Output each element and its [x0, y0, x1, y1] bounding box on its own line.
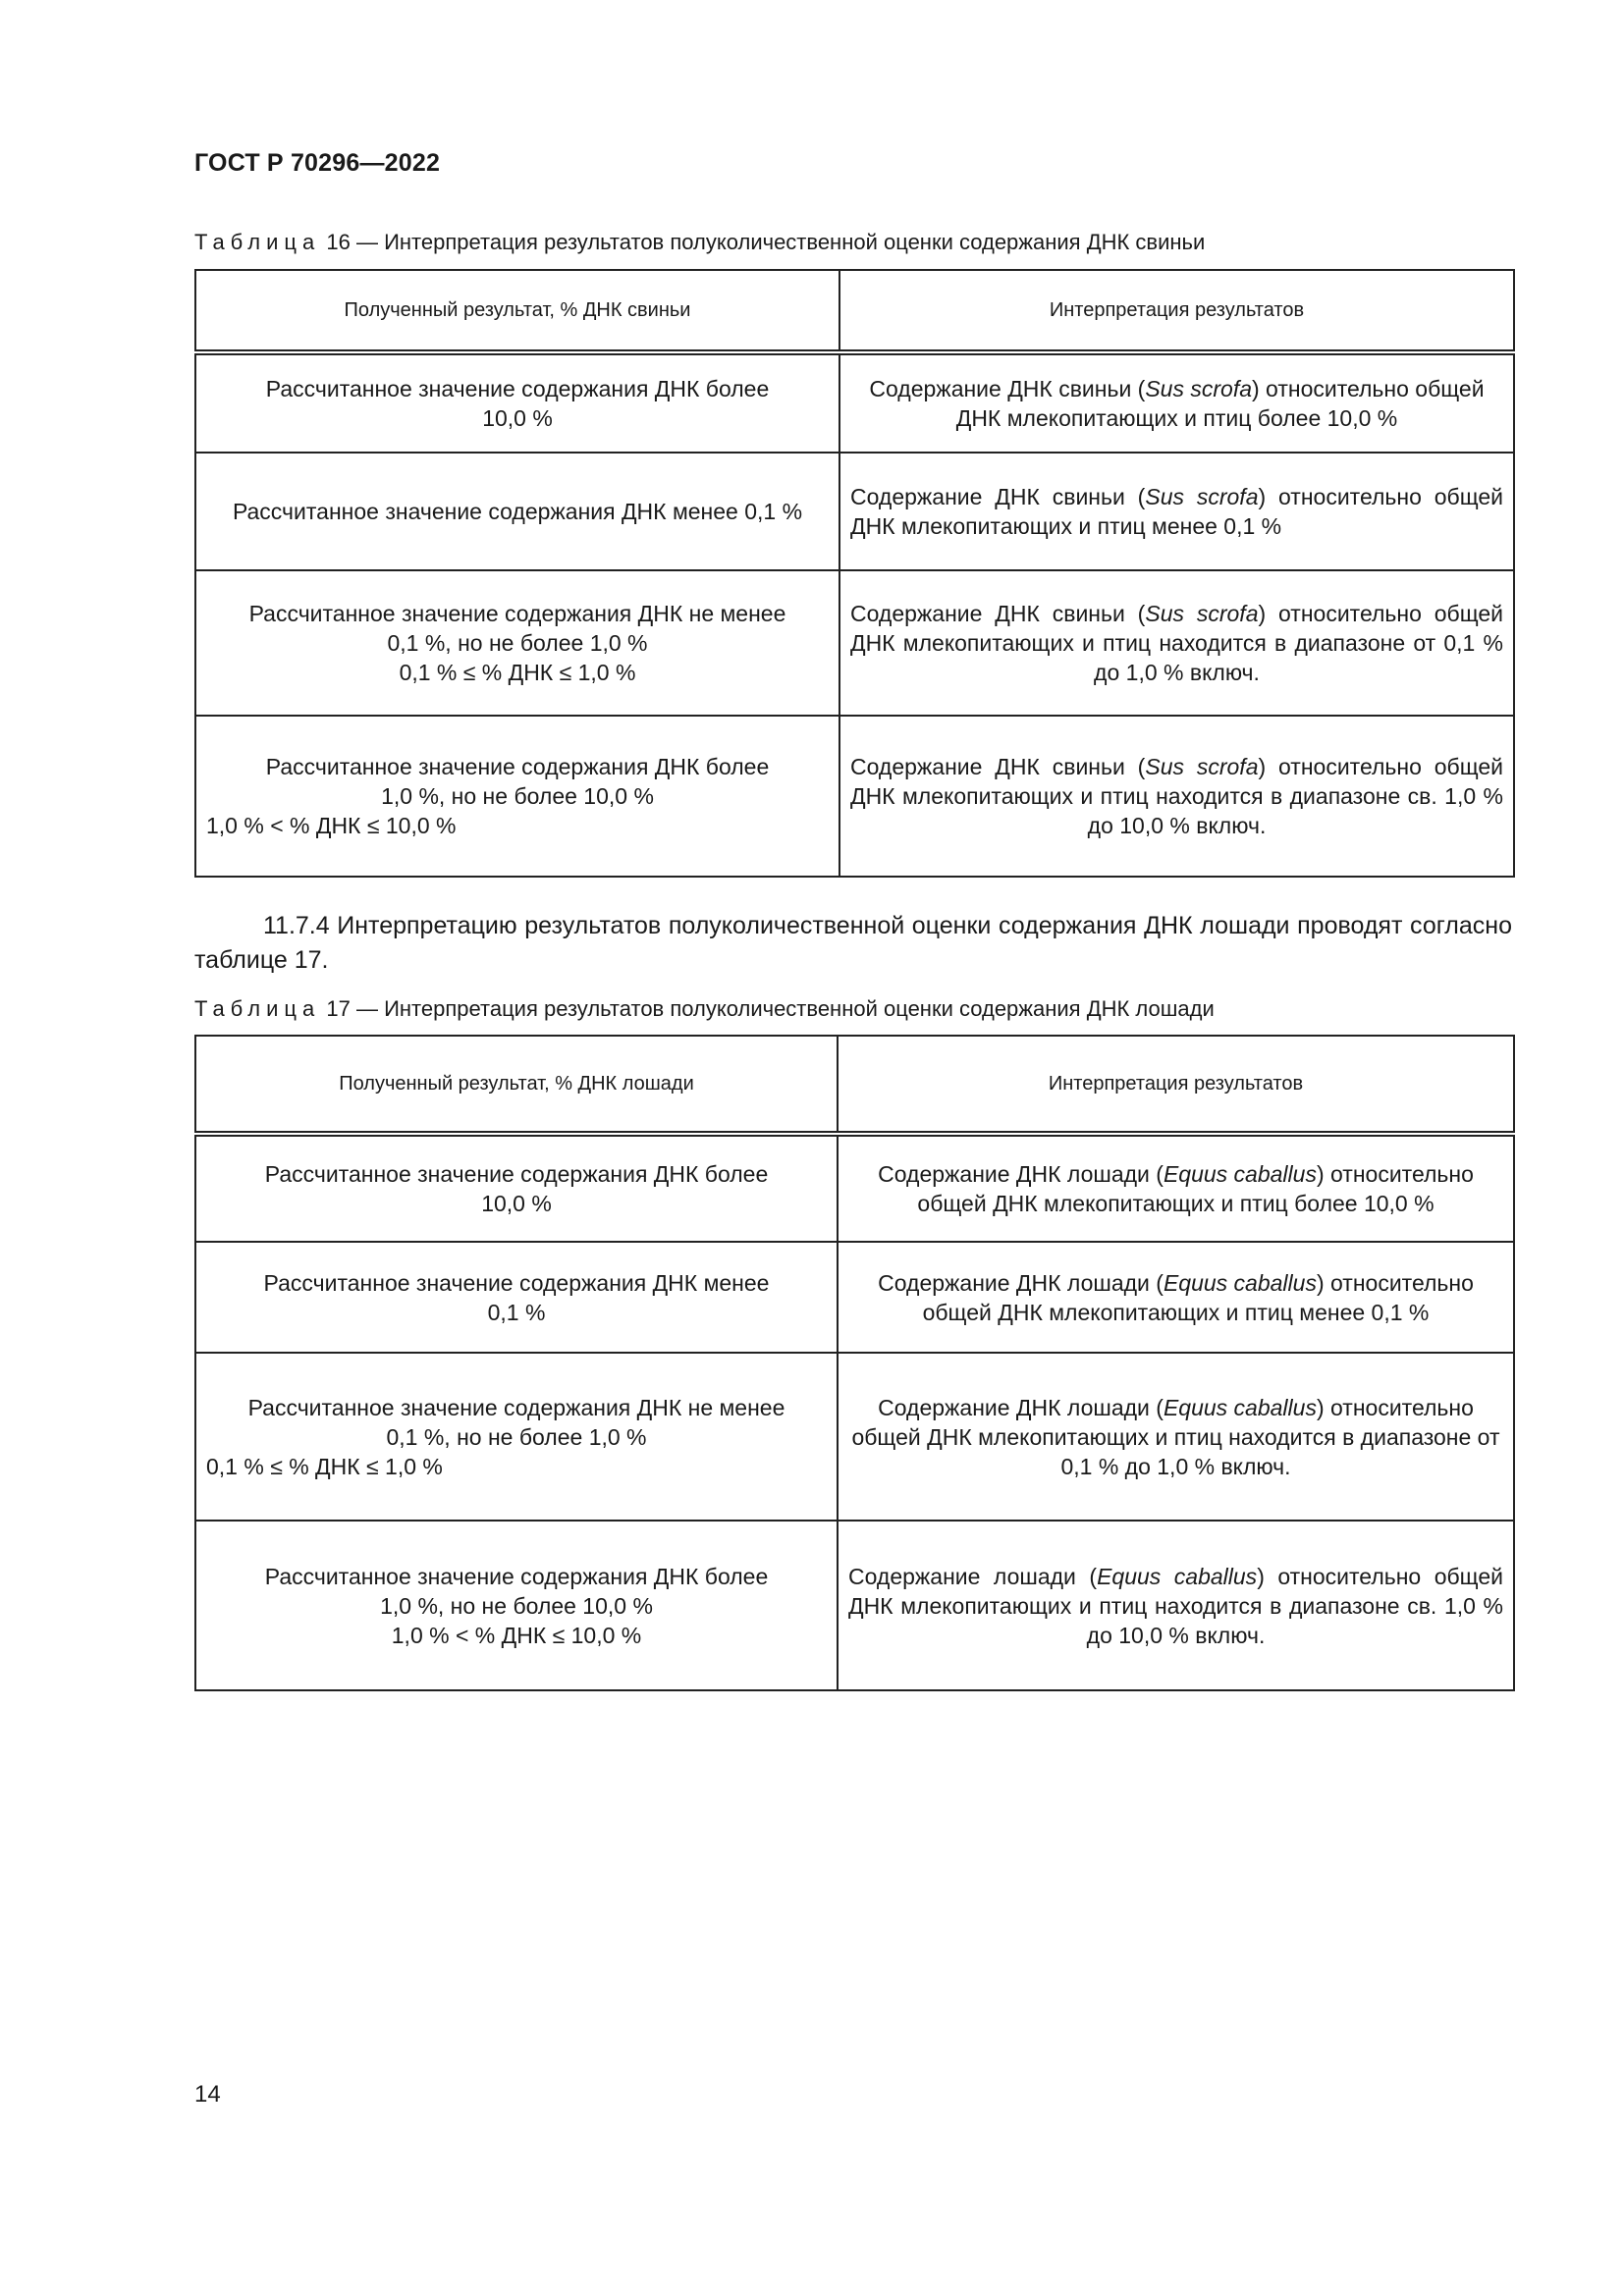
interp-text-pre: Содержание ДНК свиньи (	[869, 376, 1146, 401]
interp-text-post: ) относительно общей ДНК млекопитающих и птиц находится в диапазоне св. 1,0 % до 10,0 % включ.	[848, 1563, 1503, 1648]
table-row	[195, 1521, 1514, 1690]
table-17	[194, 1035, 1515, 1691]
table-row	[195, 1134, 1514, 1242]
species-name: Sus scrofa	[1145, 376, 1252, 401]
interp-text-post: ) относительно общей ДНК млекопитающих и птиц менее 0,1 %	[922, 1269, 1474, 1325]
table-16-caption-text: 16 — Интерпретация результатов полуколичественной оценки содержания ДНК свиньи	[326, 230, 1206, 254]
result-line: 10,0 %	[481, 1191, 552, 1216]
result-line: 0,1 %, но не более 1,0 %	[386, 1423, 647, 1450]
interpretation-cell	[839, 352, 1514, 453]
result-line: Рассчитанное значение содержания ДНК менее 0,1 %	[232, 499, 803, 524]
result-line: Рассчитанное значение содержания ДНК не менее	[248, 601, 786, 626]
interp-text-post: ) относительно общей ДНК млекопитающих и птиц находится в диапазоне от 0,1 % до 1,0 % включ.	[850, 601, 1504, 685]
result-line: 1,0 % < % ДНК ≤ 10,0 %	[206, 813, 457, 838]
col-header-result: Полученный результат, % ДНК свиньи	[195, 270, 839, 352]
table-row	[195, 1242, 1514, 1353]
interp-text-post: ) относительно общей ДНК млекопитающих и птиц более 10,0 %	[917, 1161, 1474, 1216]
species-name: Sus scrofa	[1145, 754, 1259, 779]
col-header-result: Полученный результат, % ДНК лошади	[195, 1036, 838, 1134]
interpretation-cell	[839, 453, 1514, 570]
result-line: 0,1 % ≤ % ДНК ≤ 1,0 %	[206, 1453, 443, 1479]
result-line: 10,0 %	[482, 405, 553, 431]
table-row	[195, 1353, 1514, 1521]
species-name: Equus caballus	[1163, 1161, 1317, 1187]
table-row	[195, 453, 1514, 570]
interpretation-cell	[839, 570, 1514, 716]
species-name: Sus scrofa	[1145, 484, 1259, 509]
result-cell	[195, 570, 839, 716]
result-line: 1,0 %, но не более 10,0 %	[381, 783, 654, 809]
interp-text-pre: Содержание ДНК лошади (	[878, 1394, 1164, 1420]
table-17-caption-text: 17 — Интерпретация результатов полуколичественной оценки содержания ДНК лошади	[326, 996, 1215, 1021]
result-line: Рассчитанное значение содержания ДНК более	[264, 1563, 769, 1589]
document-header: ГОСТ Р 70296—2022	[194, 149, 441, 177]
interp-text-pre: Содержание ДНК лошади (	[878, 1269, 1164, 1296]
result-cell	[195, 352, 839, 453]
table-row	[195, 570, 1514, 716]
interp-text-post: ) относительно общей ДНК млекопитающих и птиц более 10,0 %	[955, 376, 1485, 431]
result-line: 0,1 % ≤ % ДНК ≤ 1,0 %	[399, 660, 636, 685]
result-line: 1,0 % < % ДНК ≤ 10,0 %	[391, 1622, 642, 1648]
table-16	[194, 269, 1515, 878]
species-name: Sus scrofa	[1145, 601, 1259, 626]
interpretation-cell	[838, 1521, 1514, 1690]
table-row	[195, 716, 1514, 877]
result-cell	[195, 1353, 838, 1521]
result-cell	[195, 1134, 838, 1242]
page-number: 14	[194, 2081, 221, 2108]
paragraph-11-7-4: 11.7.4 Интерпретацию результатов полуколичественной оценки содержания ДНК лошади проводят согласно таблице 17.	[194, 912, 1512, 974]
interpretation-cell	[839, 716, 1514, 877]
interp-text-pre: Содержание ДНК свиньи (	[850, 754, 1146, 779]
table-16-caption	[194, 230, 1205, 255]
interp-text-post: ) относительно общей ДНК млекопитающих и птиц менее 0,1 %	[850, 484, 1504, 539]
result-cell	[195, 1521, 838, 1690]
table-17-caption	[194, 996, 1215, 1022]
table-header-row	[195, 270, 1514, 352]
interp-text-post: ) относительно общей ДНК млекопитающих и птиц находится в диапазоне от 0,1 % до 1,0 % включ.	[851, 1394, 1500, 1479]
interp-text-pre: Содержание лошади (	[848, 1563, 1098, 1589]
interp-text-pre: Содержание ДНК лошади (	[878, 1161, 1164, 1187]
interp-text-pre: Содержание ДНК свиньи (	[850, 484, 1146, 509]
col-header-interpretation: Интерпретация результатов	[839, 270, 1514, 352]
table-row	[195, 352, 1514, 453]
interpretation-cell	[838, 1353, 1514, 1521]
result-line: Рассчитанное значение содержания ДНК более	[265, 754, 770, 779]
table-16-caption-word: Таблица	[194, 230, 321, 254]
interpretation-cell	[838, 1242, 1514, 1353]
result-line: 0,1 %	[487, 1299, 546, 1325]
interpretation-cell	[838, 1134, 1514, 1242]
result-cell	[195, 453, 839, 570]
result-line: Рассчитанное значение содержания ДНК менее	[263, 1269, 770, 1296]
result-line: 1,0 %, но не более 10,0 %	[380, 1592, 653, 1619]
result-line: 0,1 %, но не более 1,0 %	[387, 630, 648, 656]
result-cell	[195, 716, 839, 877]
col-header-interpretation: Интерпретация результатов	[838, 1036, 1514, 1134]
result-cell	[195, 1242, 838, 1353]
species-name: Equus caballus	[1163, 1394, 1317, 1420]
interp-text-post: ) относительно общей ДНК млекопитающих и птиц находится в диапазоне св. 1,0 % до 10,0 % включ.	[850, 754, 1504, 838]
result-line: Рассчитанное значение содержания ДНК более	[264, 1161, 769, 1187]
species-name: Equus caballus	[1097, 1563, 1258, 1589]
species-name: Equus caballus	[1163, 1269, 1317, 1296]
interp-text-pre: Содержание ДНК свиньи (	[850, 601, 1146, 626]
result-line: Рассчитанное значение содержания ДНК не менее	[247, 1394, 785, 1420]
table-17-caption-word: Таблица	[194, 996, 321, 1021]
table-header-row	[195, 1036, 1514, 1134]
result-line: Рассчитанное значение содержания ДНК более	[265, 376, 770, 401]
